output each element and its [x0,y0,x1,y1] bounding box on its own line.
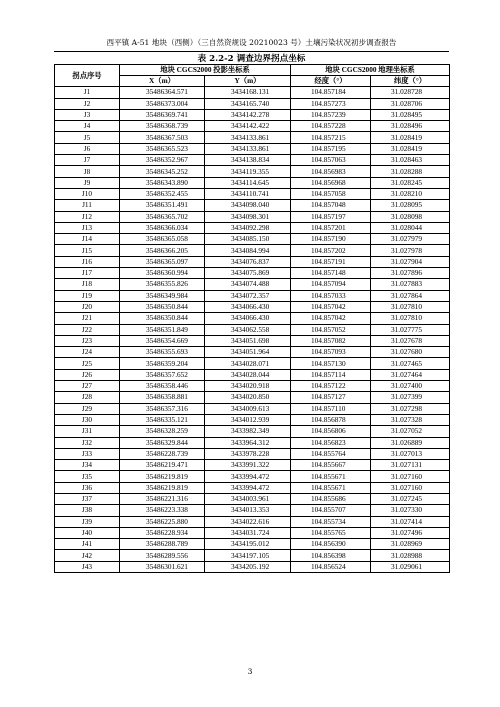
cell-y: 3433994.472 [205,482,291,493]
cell-y: 3434076.837 [205,256,291,267]
cell-lat: 31.028098 [371,211,450,222]
cell-lon: 104.855707 [291,505,371,516]
cell-lon: 104.855764 [291,448,371,459]
cell-x: 35486357.316 [120,403,205,414]
cell-y: 3434066.430 [205,301,291,312]
cell-y: 3434075.869 [205,268,291,279]
table-row [55,369,450,380]
cell-lon: 104.857122 [291,381,371,392]
cell-lon: 104.856968 [291,177,371,188]
cell-id: J43 [55,561,120,572]
cell-y: 3434098.040 [205,200,291,211]
cell-id: J42 [55,550,120,561]
cell-lat: 31.027400 [371,381,450,392]
table-row [55,166,450,177]
cell-id: J31 [55,426,120,437]
cell-lat: 31.027160 [371,482,450,493]
cell-lon: 104.856878 [291,414,371,425]
cell-lat: 31.026889 [371,437,450,448]
cell-y: 3433994.472 [205,471,291,482]
cell-lat: 31.027013 [371,448,450,459]
cell-id: J40 [55,527,120,538]
cell-id: J5 [55,132,120,143]
cell-lat: 31.027775 [371,324,450,335]
cell-x: 35486366.205 [120,245,205,256]
cell-x: 35486219.819 [120,482,205,493]
cell-y: 3434066.430 [205,313,291,324]
cell-x: 35486328.259 [120,426,205,437]
cell-id: J9 [55,177,120,188]
cell-lat: 31.027399 [371,392,450,403]
cell-x: 35486225.880 [120,516,205,527]
cell-id: J1 [55,87,120,98]
cell-x: 35486373.004 [120,98,205,109]
cell-x: 35486354.669 [120,335,205,346]
cell-lon: 104.857239 [291,109,371,120]
cell-x: 35486366.034 [120,222,205,233]
cell-id: J11 [55,200,120,211]
table-row [55,324,450,335]
cell-x: 35486355.693 [120,347,205,358]
cell-x: 35486350.844 [120,313,205,324]
cell-x: 35486369.741 [120,109,205,120]
table-row [55,335,450,346]
cell-y: 3434009.613 [205,403,291,414]
cell-y: 3434074.488 [205,279,291,290]
cell-id: J15 [55,245,120,256]
cell-lat: 31.028419 [371,143,450,154]
cell-y: 3434098.301 [205,211,291,222]
cell-id: J6 [55,143,120,154]
col-header-y: Y（m） [205,76,291,87]
cell-lat: 31.027680 [371,347,450,358]
cell-lat: 31.029061 [371,561,450,572]
cell-x: 35486351.849 [120,324,205,335]
cell-y: 3433982.349 [205,426,291,437]
cell-lon: 104.857042 [291,313,371,324]
page-header: 西平镇 A-51 地块（西侧）（三自然资规设 20210023 号）土壤污染状况初步调查报告 [106,38,397,47]
cell-id: J17 [55,268,120,279]
cell-id: J10 [55,188,120,199]
cell-x: 35486358.881 [120,392,205,403]
table-row [55,177,450,188]
cell-lat: 31.028706 [371,98,450,109]
cell-lat: 31.027328 [371,414,450,425]
cell-id: J36 [55,482,120,493]
cell-id: J7 [55,155,120,166]
table-row [55,460,450,471]
cell-y: 3434020.850 [205,392,291,403]
cell-lon: 104.857094 [291,279,371,290]
cell-lat: 31.027330 [371,505,450,516]
cell-y: 3434084.994 [205,245,291,256]
table-row [55,539,450,550]
cell-id: J22 [55,324,120,335]
cell-lon: 104.857148 [291,268,371,279]
cell-lon: 104.857190 [291,234,371,245]
table-row [55,448,450,459]
cell-x: 35486358.446 [120,381,205,392]
cell-lon: 104.856823 [291,437,371,448]
cell-id: J4 [55,121,120,132]
cell-id: J28 [55,392,120,403]
cell-lon: 104.856524 [291,561,371,572]
table-row [55,561,450,572]
cell-y: 3434085.150 [205,234,291,245]
cell-y: 3434020.918 [205,381,291,392]
cell-id: J37 [55,493,120,504]
cell-x: 35486228.934 [120,527,205,538]
cell-lon: 104.857093 [291,347,371,358]
table-row [55,121,450,132]
cell-id: J34 [55,460,120,471]
cell-lon: 104.857058 [291,188,371,199]
cell-lat: 31.027904 [371,256,450,267]
cell-lat: 31.027245 [371,493,450,504]
cell-y: 3434092.298 [205,222,291,233]
cell-lon: 104.857052 [291,324,371,335]
table-row [55,550,450,561]
cell-x: 35486352.455 [120,188,205,199]
cell-lat: 31.028044 [371,222,450,233]
cell-lat: 31.027160 [371,471,450,482]
cell-id: J18 [55,279,120,290]
cell-x: 35486357.652 [120,369,205,380]
cell-x: 35486329.844 [120,437,205,448]
cell-x: 35486288.789 [120,539,205,550]
cell-lon: 104.857130 [291,358,371,369]
cell-x: 35486365.097 [120,256,205,267]
cell-x: 35486350.844 [120,301,205,312]
cell-id: J33 [55,448,120,459]
cell-lat: 31.028988 [371,550,450,561]
cell-lat: 31.027864 [371,290,450,301]
cell-lon: 104.857215 [291,132,371,143]
table-row [55,234,450,245]
cell-id: J16 [55,256,120,267]
cell-y: 3434028.071 [205,358,291,369]
cell-x: 35486219.819 [120,471,205,482]
cell-lon: 104.855686 [291,493,371,504]
cell-x: 35486349.984 [120,290,205,301]
cell-lat: 31.027979 [371,234,450,245]
cell-lat: 31.028728 [371,87,450,98]
cell-id: J32 [55,437,120,448]
cell-id: J23 [55,335,120,346]
table-row [55,268,450,279]
cell-lat: 31.028288 [371,166,450,177]
cell-id: J8 [55,166,120,177]
cell-lat: 31.027464 [371,369,450,380]
table-row [55,437,450,448]
cell-y: 3434051.964 [205,347,291,358]
cell-id: J29 [55,403,120,414]
table-row [55,426,450,437]
cell-lat: 31.028419 [371,132,450,143]
table-row [55,482,450,493]
cell-lon: 104.855671 [291,482,371,493]
cell-lat: 31.028210 [371,188,450,199]
table-row [55,245,450,256]
cell-lon: 104.856806 [291,426,371,437]
cell-x: 35486289.556 [120,550,205,561]
cell-y: 3434072.357 [205,290,291,301]
cell-lon: 104.857042 [291,301,371,312]
cell-x: 35486365.058 [120,234,205,245]
table-row [55,109,450,120]
cell-y: 3434165.740 [205,98,291,109]
cell-y: 3434142.278 [205,109,291,120]
cell-lon: 104.856398 [291,550,371,561]
table-row [55,200,450,211]
table-row [55,381,450,392]
cell-lat: 31.027052 [371,426,450,437]
table-row [55,301,450,312]
cell-y: 3434031.724 [205,527,291,538]
cell-lon: 104.857184 [291,87,371,98]
cell-y: 3434003.961 [205,493,291,504]
cell-lat: 31.028496 [371,121,450,132]
cell-lon: 104.857048 [291,200,371,211]
cell-y: 3434114.645 [205,177,291,188]
col-header-latitude: 纬度（°） [371,76,450,87]
cell-lat: 31.027978 [371,245,450,256]
cell-lon: 104.857127 [291,392,371,403]
table-row [55,358,450,369]
cell-x: 35486301.621 [120,561,205,572]
cell-y: 3433978.228 [205,448,291,459]
cell-id: J27 [55,381,120,392]
cell-x: 35486345.252 [120,166,205,177]
cell-y: 3434051.698 [205,335,291,346]
cell-x: 35486223.338 [120,505,205,516]
cell-x: 35486352.967 [120,155,205,166]
cell-id: J13 [55,222,120,233]
cell-id: J12 [55,211,120,222]
cell-lon: 104.856983 [291,166,371,177]
cell-y: 3434138.834 [205,155,291,166]
cell-y: 3434028.044 [205,369,291,380]
cell-id: J39 [55,516,120,527]
cell-y: 3434168.131 [205,87,291,98]
cell-lon: 104.857191 [291,256,371,267]
cell-x: 35486364.571 [120,87,205,98]
cell-id: J38 [55,505,120,516]
table-row [55,132,450,143]
cell-x: 35486367.503 [120,132,205,143]
cell-x: 35486365.702 [120,211,205,222]
cell-x: 35486351.491 [120,200,205,211]
table-row [55,87,450,98]
cell-lon: 104.857114 [291,369,371,380]
cell-y: 3434062.558 [205,324,291,335]
table-row [55,256,450,267]
cell-lat: 31.028463 [371,155,450,166]
cell-y: 3434197.105 [205,550,291,561]
col-header-x: X（m） [120,76,205,87]
table-row [55,211,450,222]
cell-y: 3433964.312 [205,437,291,448]
cell-id: J24 [55,347,120,358]
cell-id: J21 [55,313,120,324]
cell-lon: 104.857110 [291,403,371,414]
cell-lon: 104.855765 [291,527,371,538]
page-number: 3 [247,667,253,676]
cell-lon: 104.857195 [291,143,371,154]
cell-lat: 31.027678 [371,335,450,346]
cell-lon: 104.857033 [291,290,371,301]
table-row [55,188,450,199]
cell-lat: 31.028095 [371,200,450,211]
cell-lon: 104.855671 [291,471,371,482]
cell-lon: 104.857063 [291,155,371,166]
col-group-geographic: 地块 CGCS2000 地理坐标系 [291,65,450,76]
col-group-projected: 地块 CGCS2000 投影坐标系 [120,65,291,76]
table-row [55,414,450,425]
cell-id: J20 [55,301,120,312]
cell-lon: 104.857228 [291,121,371,132]
cell-lat: 31.027298 [371,403,450,414]
cell-lat: 31.027810 [371,301,450,312]
cell-x: 35486355.826 [120,279,205,290]
cell-lat: 31.028245 [371,177,450,188]
cell-lon: 104.855734 [291,516,371,527]
cell-id: J14 [55,234,120,245]
cell-y: 3434110.741 [205,188,291,199]
cell-id: J25 [55,358,120,369]
cell-y: 3433991.322 [205,460,291,471]
table-row [55,392,450,403]
cell-lon: 104.857202 [291,245,371,256]
table-row [55,155,450,166]
table-row [55,279,450,290]
cell-id: J26 [55,369,120,380]
table-row [55,505,450,516]
cell-lat: 31.027810 [371,313,450,324]
cell-lat: 31.027496 [371,527,450,538]
table-row [55,143,450,154]
cell-lon: 104.857082 [291,335,371,346]
cell-x: 35486221.316 [120,493,205,504]
cell-y: 3434142.422 [205,121,291,132]
table-row [55,516,450,527]
cell-y: 3434133.861 [205,132,291,143]
col-header-point-id: 拐点序号 [55,65,120,87]
cell-y: 3434012.939 [205,414,291,425]
table-row [55,313,450,324]
table-row [55,471,450,482]
cell-id: J35 [55,471,120,482]
table-row [55,222,450,233]
cell-y: 3434022.616 [205,516,291,527]
cell-lon: 104.857197 [291,211,371,222]
cell-x: 35486368.739 [120,121,205,132]
col-header-longitude: 经度（°） [291,76,371,87]
header-divider [54,51,449,52]
table-row [55,290,450,301]
cell-y: 3434013.353 [205,505,291,516]
table-header-row [55,65,450,76]
cell-lat: 31.027414 [371,516,450,527]
cell-lat: 31.027131 [371,460,450,471]
cell-lat: 31.027896 [371,268,450,279]
cell-x: 35486360.994 [120,268,205,279]
cell-id: J41 [55,539,120,550]
cell-id: J3 [55,109,120,120]
table-caption: 表 2.2-2 调查边界拐点坐标 [197,54,306,64]
cell-lat: 31.027883 [371,279,450,290]
cell-x: 35486359.204 [120,358,205,369]
cell-y: 3434195.012 [205,539,291,550]
cell-x: 35486335.121 [120,414,205,425]
cell-lon: 104.856390 [291,539,371,550]
table-row [55,493,450,504]
cell-lat: 31.027465 [371,358,450,369]
cell-id: J2 [55,98,120,109]
table-row [55,527,450,538]
table-row [55,347,450,358]
cell-id: J19 [55,290,120,301]
boundary-coordinates-table [54,64,450,573]
cell-y: 3434133.861 [205,143,291,154]
cell-x: 35486219.471 [120,460,205,471]
cell-lon: 104.857201 [291,222,371,233]
cell-y: 3434205.192 [205,561,291,572]
cell-lat: 31.028969 [371,539,450,550]
cell-x: 35486228.739 [120,448,205,459]
table-row [55,403,450,414]
cell-x: 35486365.523 [120,143,205,154]
cell-lon: 104.857273 [291,98,371,109]
cell-id: J30 [55,414,120,425]
cell-y: 3434119.355 [205,166,291,177]
cell-lat: 31.028495 [371,109,450,120]
cell-x: 35486343.890 [120,177,205,188]
table-row [55,98,450,109]
cell-lon: 104.855667 [291,460,371,471]
